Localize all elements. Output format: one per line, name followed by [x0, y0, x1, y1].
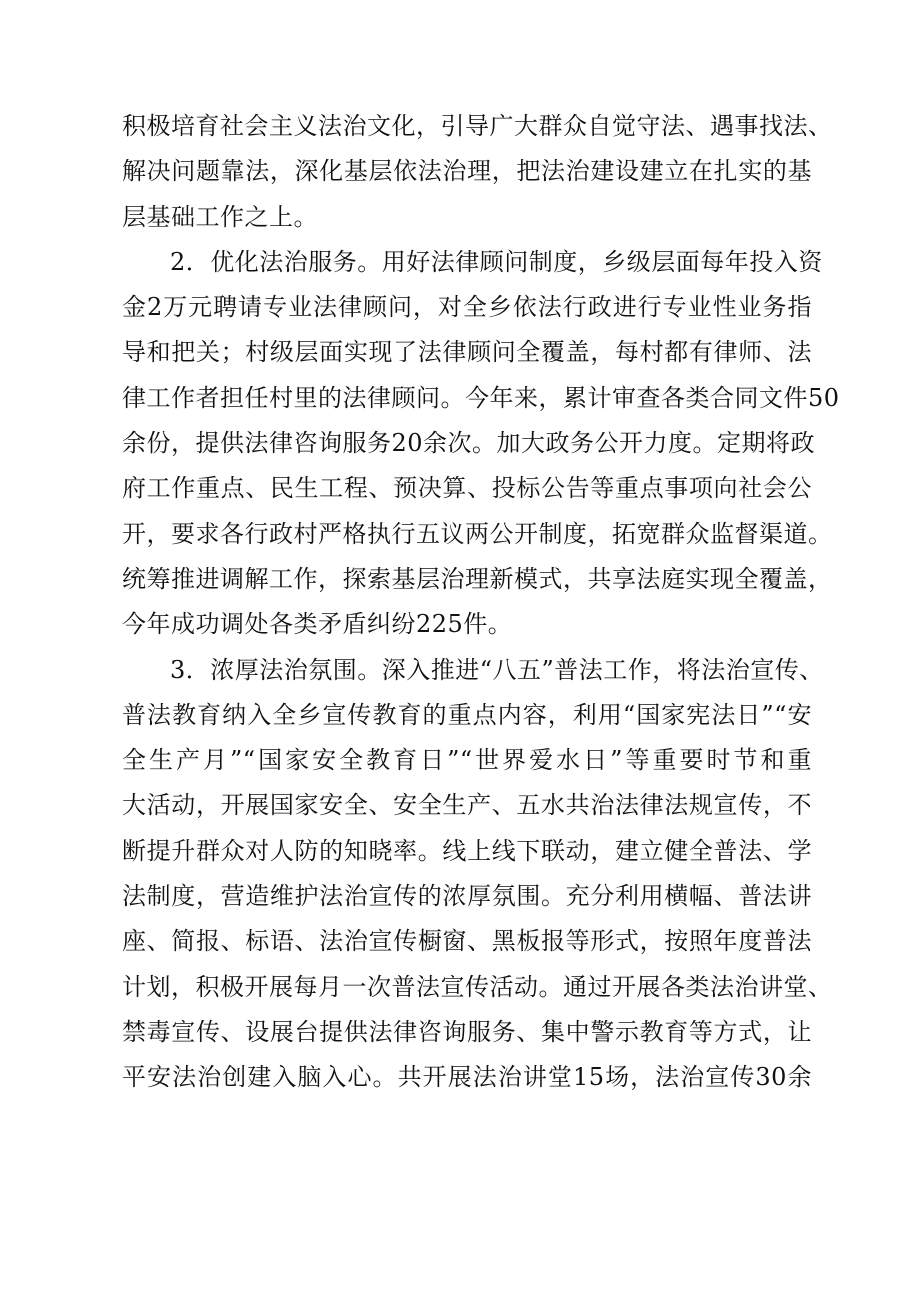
paragraph-line: 法制度，营造维护法治宣传的浓厚氛围。充分利用横幅、普法讲 [122, 882, 812, 911]
paragraph-line: 3．浓厚法治氛围。深入推进“八五”普法工作，将法治宣传、 [170, 655, 824, 684]
paragraph-line: 积极培育社会主义法治文化，引导广大群众自觉守法、遇事找法、 [122, 112, 833, 140]
paragraph-line: 层基础工作之上。 [122, 202, 318, 231]
paragraph-line: 全生产月”“国家安全教育日”“世界爱水日”等重要时节和重 [122, 746, 812, 775]
paragraph-line: 平安法治创建入脑入心。共开展法治讲堂15场，法治宣传30余 [122, 1063, 812, 1092]
paragraph-line: 大活动，开展国家安全、安全生产、五水共治法律法规宣传，不 [122, 791, 812, 820]
paragraph-line: 律工作者担任村里的法律顾问。今年来，累计审查各类合同文件50 [122, 383, 840, 412]
paragraph-line: 今年成功调处各类矛盾纠纷225件。 [122, 610, 513, 639]
paragraph-line: 座、简报、标语、法治宣传橱窗、黑板报等形式，按照年度普法 [122, 927, 812, 956]
paragraph-line: 解决问题靠法，深化基层依法治理，把法治建设建立在扎实的基 [122, 157, 812, 186]
paragraph-line: 禁毒宣传、设展台提供法律咨询服务、集中警示教育等方式，让 [122, 1017, 812, 1046]
paragraph-line: 断提升群众对人防的知晓率。线上线下联动，建立健全普法、学 [122, 836, 812, 865]
paragraph-line: 2．优化法治服务。用好法律顾问制度，乡级层面每年投入资 [170, 247, 823, 276]
paragraph-line: 金2万元聘请专业法律顾问，对全乡依法行政进行专业性业务指 [122, 293, 812, 322]
paragraph-line: 余份，提供法律咨询服务20余次。加大政务公开力度。定期将政 [122, 429, 816, 458]
paragraph-line: 导和把关；村级层面实现了法律顾问全覆盖，每村都有律师、法 [122, 338, 812, 367]
paragraph-line: 普法教育纳入全乡宣传教育的重点内容，利用“国家宪法日”“安 [122, 700, 812, 729]
document-body [122, 104, 840, 1101]
paragraph-line: 统筹推进调解工作，探索基层治理新模式，共享法庭实现全覆盖， [122, 564, 833, 593]
paragraph-line: 计划，积极开展每月一次普法宣传活动。通过开展各类法治讲堂、 [122, 972, 833, 1001]
paragraph-line: 开，要求各行政村严格执行五议两公开制度，拓宽群众监督渠道。 [122, 519, 833, 548]
paragraph-line: 府工作重点、民生工程、预决算、投标公告等重点事项向社会公 [122, 474, 812, 503]
